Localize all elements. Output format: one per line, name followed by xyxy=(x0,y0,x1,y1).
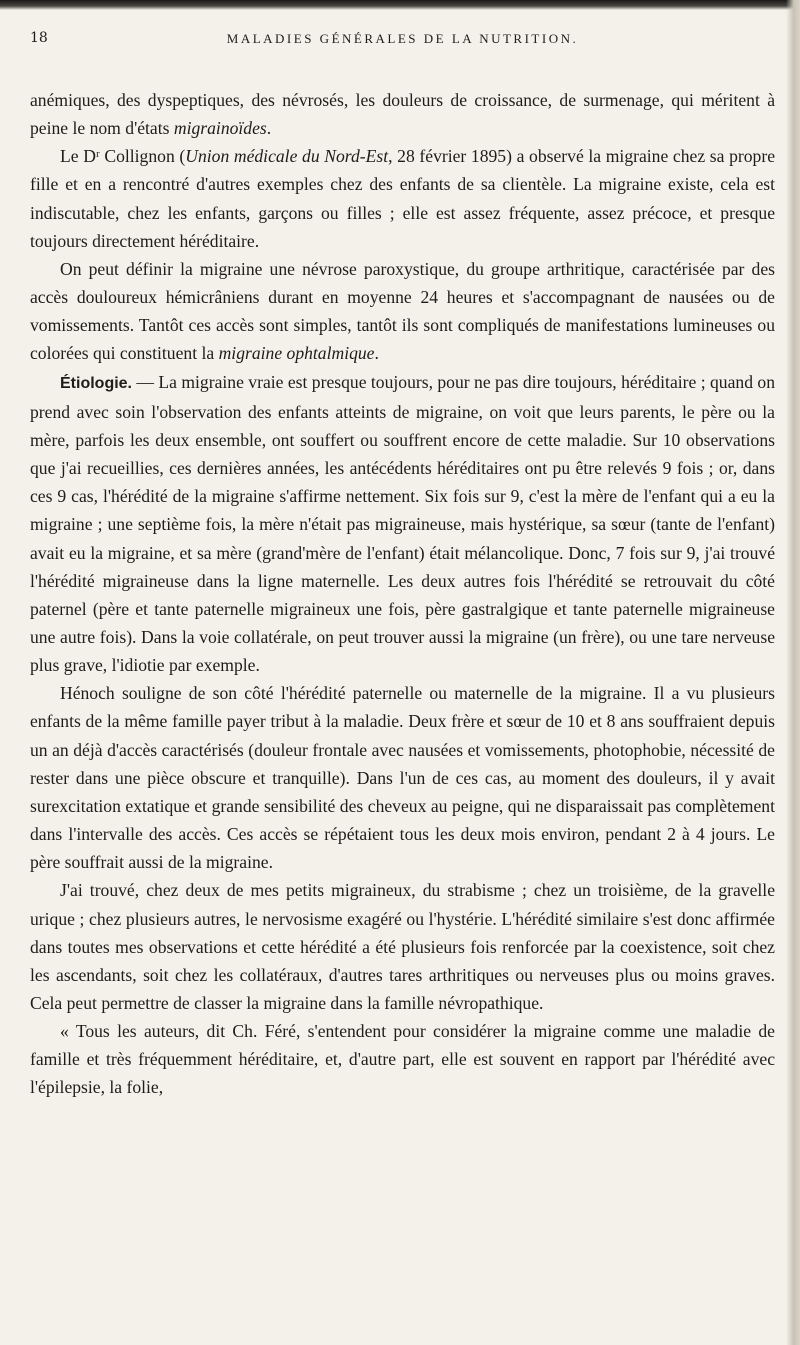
page-content xyxy=(30,24,775,1102)
paragraph-text: J'ai trouvé, chez deux de mes petits migraineux, du strabisme ; chez un troisième, de la gravelle urique ; chez plusieurs autres, le nervosisme exagéré ou l'hystérie. L'hérédité similaire s'est donc affirmée dans toutes mes observations et cette hérédité a été plusieurs fois renforcée par la coexistence, soit chez les ascendants, soit chez les collatéraux, d'autres tares arthritiques ou nerveuses plus ou moins graves. Cela peut permettre de classer la migraine dans la famille névropathique. xyxy=(30,880,775,1013)
paragraph-1 xyxy=(30,86,775,142)
running-head: MALADIES GÉNÉRALES DE LA NUTRITION. xyxy=(226,31,579,46)
paragraph-7 xyxy=(30,1017,775,1101)
paragraph-4 xyxy=(30,368,775,680)
page-top-edge xyxy=(0,0,800,10)
paragraph-text: Le Dʳ Collignon ( xyxy=(60,146,186,167)
paragraph-5 xyxy=(30,679,775,876)
paragraph-text: anémiques, des dyspeptiques, des névrosés, les douleurs de croissance, de surmenage, qui méritent à peine le nom d'états xyxy=(30,90,775,139)
paragraph-text: Hénoch souligne de son côté l'hérédité paternelle ou maternelle de la migraine. Il a vu plusieurs enfants de la même famille payer tribut à la maladie. Deux frère et sœur de 10 et 8 ans souffraient depuis un an déjà d'accès caractérisés (douleur frontale avec nausées et vomissements, photophobie, nécessité de rester dans une pièce obscure et tranquille). Dans l'un de ces cas, au moment des douleurs, il y avait surexcitation extatique et grande sensibilité des cheveux au peigne, qui ne disparaissait pas complètement dans l'intervalle des accès. Ces accès se répétaient tous les deux mois environ, pendant 2 à 4 jours. Le père souffrait aussi de la migraine. xyxy=(30,683,775,873)
emphasis-text: migrainoïdes xyxy=(173,118,267,139)
page-number: 18 xyxy=(30,30,48,46)
paragraph-6 xyxy=(30,876,775,1017)
paragraph-3 xyxy=(30,255,775,368)
paragraph-text: — La migraine vraie est presque toujours, pour ne pas dire toujours, héréditaire ; quand on prend avec soin l'observation des enfants atteints de migraine, on voit que leurs parents, le père ou la mère, parfois les deux ensemble, ont souffert ou souffrent encore de cette maladie. Sur 10 observations que j'ai recueillies, ces dernières années, les antécédents héréditaires ont pu être relevés 9 fois ; or, dans ces 9 cas, l'hérédité de la migraine s'affirme nettement. Six fois sur 9, c'est la mère de l'enfant qui a eu la migraine ; une septième fois, la mère n'était pas migraineuse, mais hystérique, sa sœur (tante de l'enfant) avait eu la migraine, et sa mère (grand'mère de l'enfant) était mélancolique. Donc, 7 fois sur 9, j'ai trouvé l'hérédité migraineuse dans la ligne maternelle. Les deux autres fois l'hérédité se retrouvait du côté paternel (père et tante paternelle migraineux une fois, père gastralgique et tante paternelle migraineuse une autre fois). Dans la voie collatérale, on peut trouver aussi la migraine (un frère), ou une tare nerveuse plus grave, l'idiotie par exemple. xyxy=(30,371,775,676)
paragraph-text: « Tous les auteurs, dit Ch. Féré, s'entendent pour considérer la migraine comme une maladie de famille et très fréquemment héréditaire, et, d'autre part, elle est souvent en rapport par l'hérédité avec l'épilepsie, la folie, xyxy=(30,1021,775,1098)
paragraph-text: . xyxy=(266,118,272,139)
paragraph-text: , 28 février 1895) a observé la migraine chez sa propre fille et en a rencontré d'autres exemples chez des enfants de sa clientèle. La migraine existe, cela est indiscutable, chez les enfants, garçons ou filles ; elle est assez fréquente, assez précoce, et presque toujours directement héréditaire. xyxy=(30,146,775,251)
paragraph-2 xyxy=(30,142,775,255)
body-text xyxy=(30,86,775,1102)
page-header xyxy=(30,24,775,56)
paragraph-text: . xyxy=(374,343,379,364)
page-right-edge xyxy=(786,0,800,1345)
section-title: Étiologie. xyxy=(60,374,132,392)
paragraph-text: On peut définir la migraine une névrose paroxystique, du groupe arthritique, caractérisée par des accès douloureux hémicrâniens durant en moyenne 24 heures et s'accompagnant de nausées ou de vomissements. Tantôt ces accès sont simples, tantôt ils sont compliqués de manifestations lumineuses ou colorées qui constituent la xyxy=(30,258,775,364)
emphasis-text: migraine ophtalmique xyxy=(218,343,375,364)
emphasis-text: Union médicale du Nord-Est xyxy=(185,146,389,167)
